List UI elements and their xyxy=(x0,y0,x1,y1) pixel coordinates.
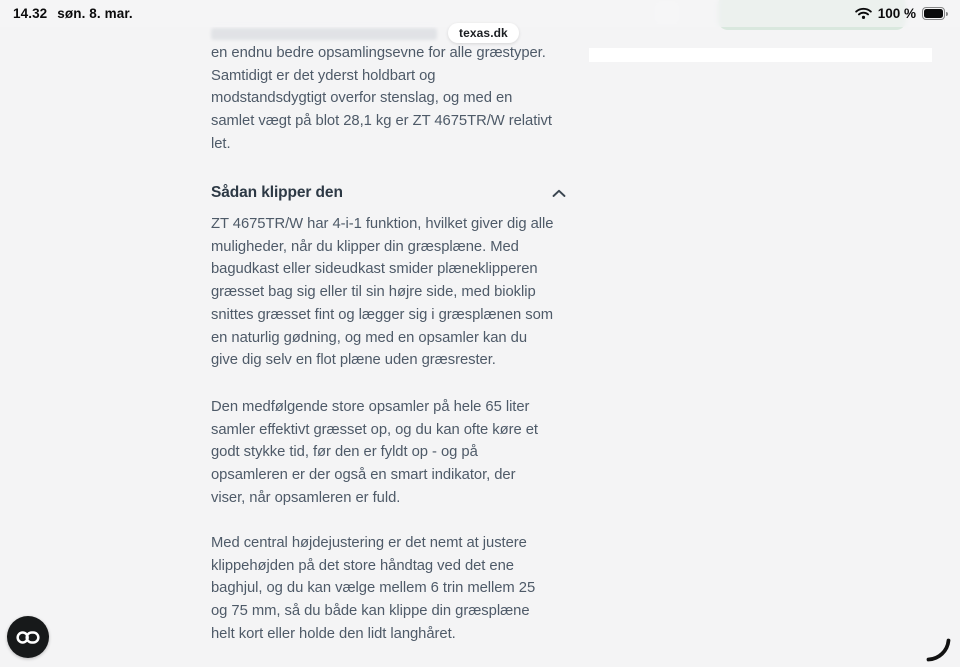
cookie-consent-button[interactable] xyxy=(7,616,49,658)
chevron-up-icon xyxy=(552,189,566,198)
date: søn. 8. mar. xyxy=(57,6,133,21)
battery-percent-label: 100 % xyxy=(877,6,916,21)
section-title: Sådan klipper den xyxy=(211,184,343,201)
body-paragraph: Den medfølgende store opsamler på hele 65 liter samler effektivt græsset op, og du kan ofte køre et godt stykke tid, før den er fyldt op - og på opsamleren er der også en smart indikator, der viser, når opsamleren er fuld. xyxy=(211,399,538,506)
cookie-consent-toggle-icon xyxy=(16,630,40,645)
body-paragraph: Med central højdejustering er det nemt at justere klippehøjden på det store håndtag ved det ene baghjul, og du kan vælge mellem 6 trin mellem 25 og 75 mm, så du både kan klippe din græsplæne helt kort eller holde den lidt langhåret. xyxy=(211,535,536,642)
section-accordion-header[interactable] xyxy=(211,181,563,205)
arc-stroke-icon xyxy=(925,635,953,663)
obscured-text-line xyxy=(211,28,437,40)
site-badge[interactable]: texas.dk xyxy=(448,23,519,43)
intro-paragraph: en endnu bedre opsamlingsevne for alle græstyper. Samtidigt er det yderst holdbart og modstandsdygtigt overfor stenslag, og med en samlet vægt på blot 28,1 kg er ZT 4675TR/W relativt let. xyxy=(211,45,552,152)
body-paragraph: ZT 4675TR/W har 4-i-1 funktion, hvilket giver dig alle muligheder, når du klipper din græsplæne. Med bagudkast eller sideudkast smider plæneklipperen græsset bag sig eller til sin højre side, med bioklip snittes græsset fint og lægger sig i græsplænen som en naturlig gødning, og med en opsamler kan du give dig selv en flot plæne uden græsrester. xyxy=(211,216,554,369)
scrolled-panel-edge xyxy=(589,48,932,62)
clock: 14.32 xyxy=(13,6,48,21)
